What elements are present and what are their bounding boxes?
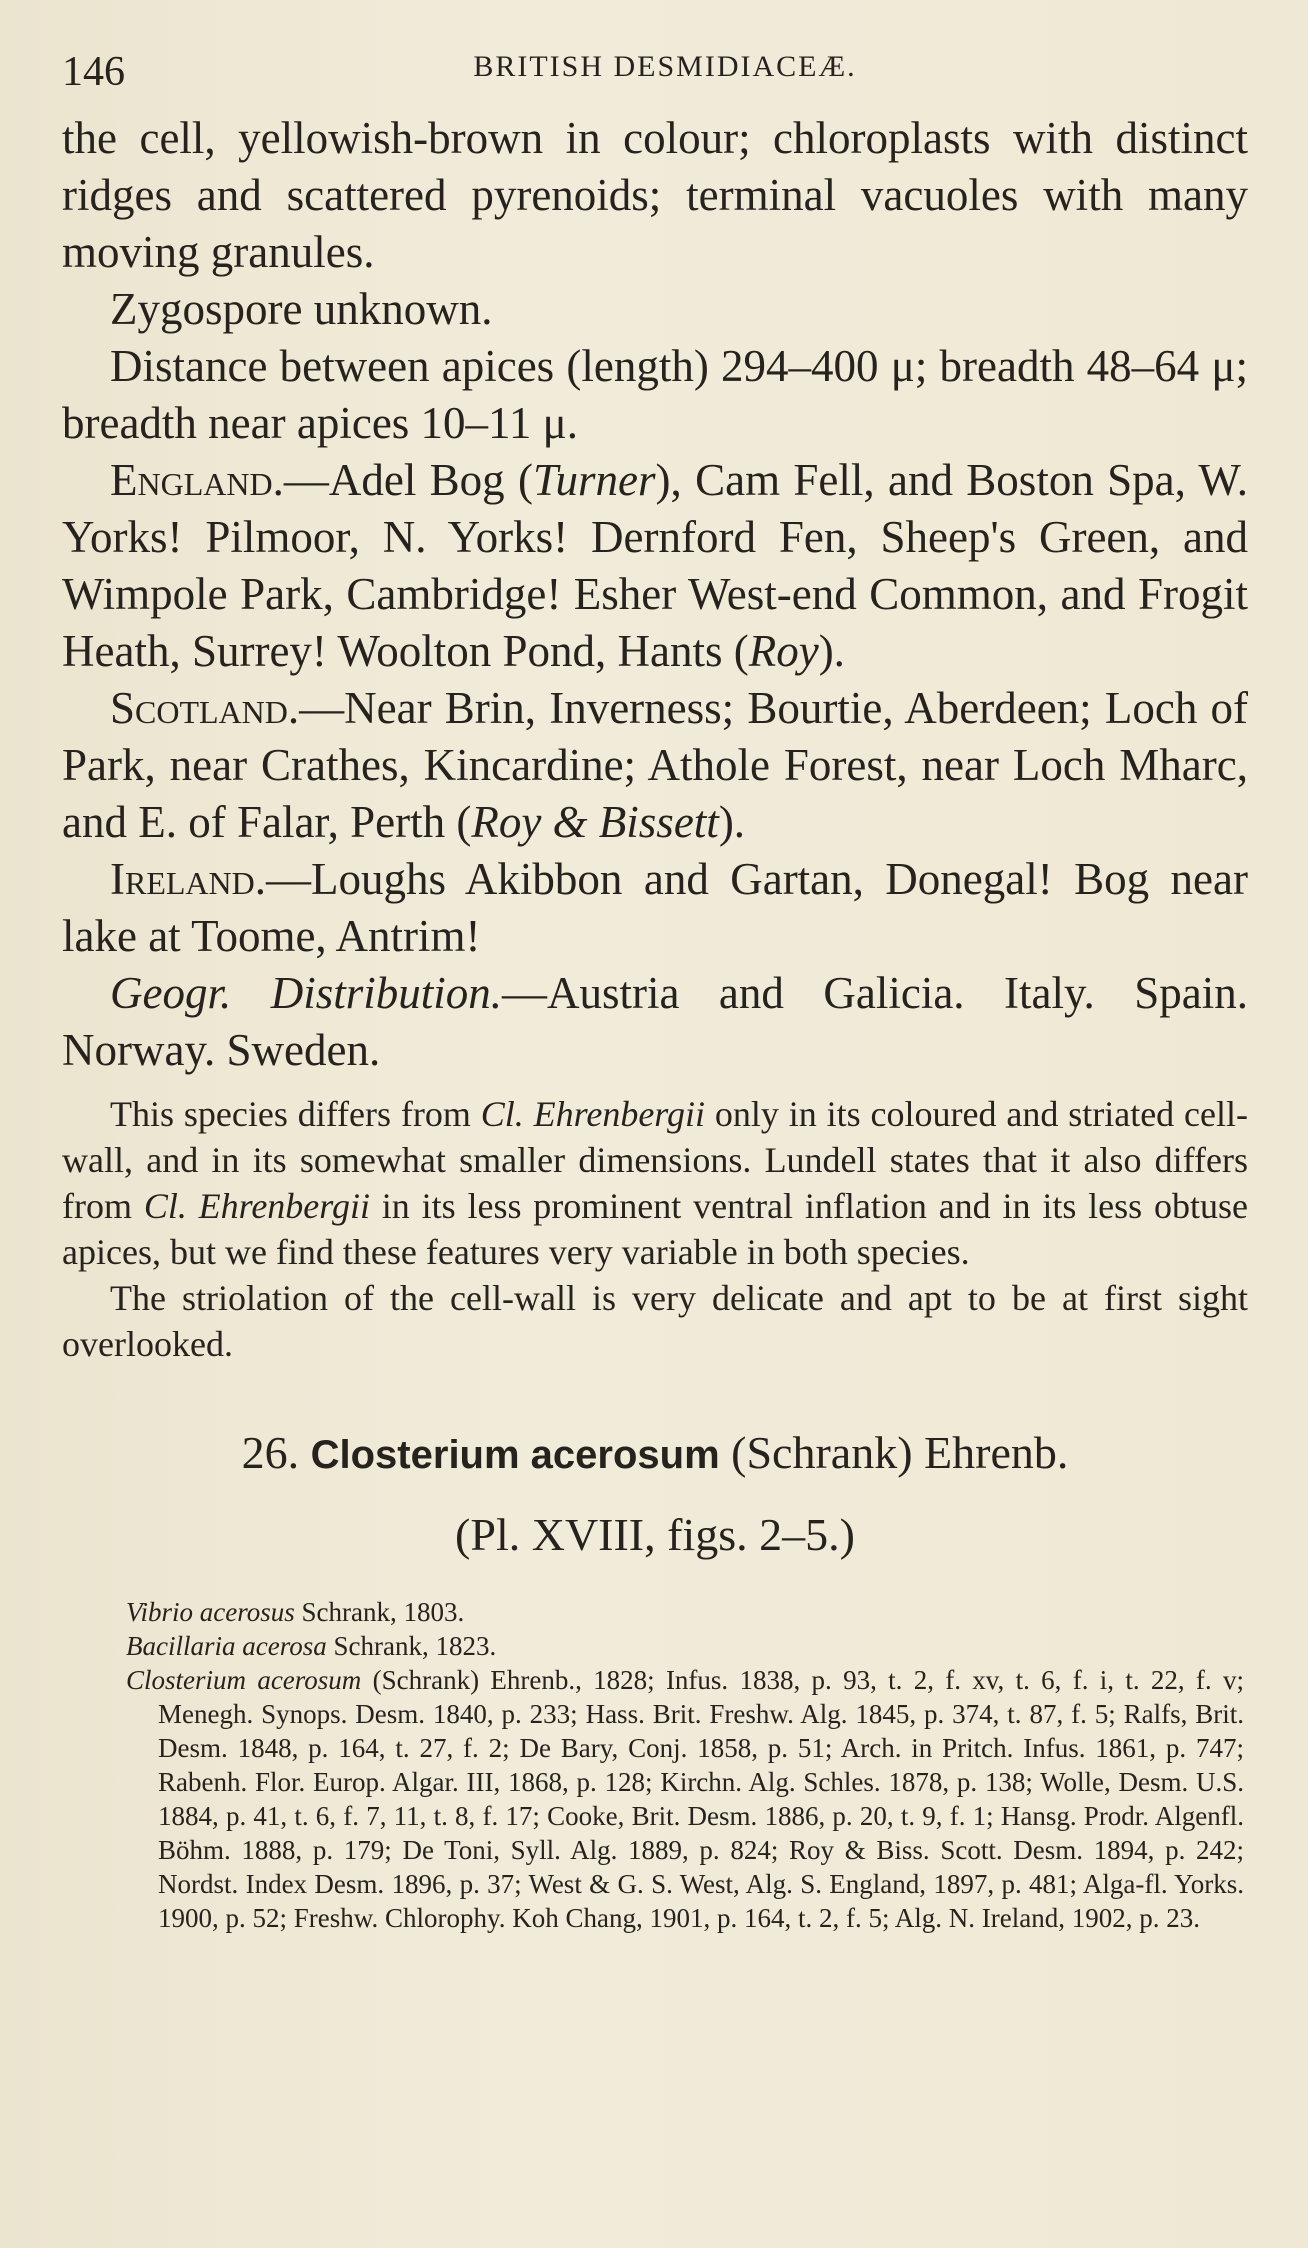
- scotland-authority: Roy & Bissett: [471, 797, 719, 847]
- ireland-text: —Loughs Akibbon and Gartan, Donegal! Bog near lake at Toome, Antrim!: [62, 854, 1248, 961]
- species-number: 26.: [241, 1427, 300, 1478]
- dimensions-paragraph: Distance between apices (length) 294–400 μ; breadth 48–64 μ; breadth near apices 10–11 μ.: [62, 341, 1248, 448]
- scotland-text-a: —Near Brin, Inverness; Bourtie, Aberdeen; Loch of Park, near Crathes, Kincardine; Athole Forest, near Loch Mharc, and E. of Falar, Perth (: [62, 683, 1248, 847]
- synonym-ref: Schrank, 1803.: [294, 1597, 465, 1627]
- synonym-name: Vibrio acerosus: [126, 1597, 295, 1627]
- note-paragraph-2: The striolation of the cell-wall is very delicate and apt to be at first sight overlooked.: [62, 1278, 1248, 1364]
- running-title: BRITISH DESMIDIACEÆ.: [473, 50, 857, 83]
- note-paragraph-1: [62, 1091, 1248, 1275]
- synonym-name: Bacillaria acerosa: [126, 1631, 327, 1661]
- running-head: [62, 40, 1248, 110]
- synonym-name: Closterium acerosum: [126, 1665, 362, 1695]
- england-label: England.: [110, 455, 284, 505]
- england-authority-turner: Turner: [532, 455, 656, 505]
- species-heading: [62, 1423, 1248, 1485]
- note-text-c: in its less prominent ventral inflation and in its less obtuse apices, but we find these features very variable in both species.: [62, 1186, 1249, 1272]
- synonymy-list: [62, 1595, 1248, 1935]
- species-ref-2: Cl. Ehrenbergii: [143, 1186, 370, 1226]
- description-paragraph: the cell, yellowish-brown in colour; chloroplasts with distinct ridges and scattered pyrenoids; terminal vacuoles with many moving granules.: [62, 113, 1248, 277]
- england-authority-roy: Roy: [748, 626, 819, 676]
- england-localities: [62, 452, 1248, 680]
- ireland-label: Ireland.: [110, 854, 267, 904]
- note-text-a: This species differs from: [110, 1094, 481, 1134]
- scotland-localities: [62, 680, 1248, 851]
- species-ref-1: Cl. Ehrenbergii: [480, 1094, 705, 1134]
- geographic-distribution: [62, 965, 1248, 1079]
- synonym-ref: Schrank, 1823.: [326, 1631, 497, 1661]
- species-name: Closterium acerosum: [310, 1433, 720, 1477]
- england-text-b: ), Cam Fell, and Boston Spa, W. Yorks! Pilmoor, N. Yorks! Dernford Fen, Sheep's Green, and Wimpole Park, Cambridge! Esher West-end Common, and Frogit Heath, Surrey! Woolton Pond, Hants (: [62, 455, 1249, 676]
- plate-reference: (Pl. XVIII, figs. 2–5.): [455, 1509, 855, 1560]
- ireland-localities: [62, 851, 1248, 965]
- species-authority: (Schrank) Ehrenb.: [731, 1427, 1069, 1478]
- geogr-text: —Austria and Galicia. Italy. Spain. Norway. Sweden.: [62, 968, 1249, 1075]
- scotland-text-b: ).: [718, 797, 746, 847]
- note-text-b: only in its coloured and striated cell-wall, and in its somewhat smaller dimensions. Lundell states that it also differs from: [62, 1094, 1249, 1226]
- synonym-entry: [126, 1595, 1244, 1629]
- synonym-entry: [126, 1663, 1244, 1935]
- synonym-ref: (Schrank) Ehrenb., 1828; Infus. 1838, p. 93, t. 2, f. xv, t. 6, f. i, t. 22, f. v; Menegh. Synops. Desm. 1840, p. 233; Hass. Brit. Freshw. Alg. 1845, p. 374, t. 87, f. 5; Ralfs, Brit. Desm. 1848, p. 164, t. 27, f. 2; De Bary, Conj. 1858, p. 51; Arch. in Pritch. Infus. 1861, p. 747; Rabenh. Flor. Europ. Algar. III, 1868, p. 128; Kirchn. Alg. Schles. 1878, p. 138; Wolle, Desm. U.S. 1884, p. 41, t. 6, f. 7, 11, t. 8, f. 17; Cooke, Brit. Desm. 1886, p. 20, t. 9, f. 1; Hansg. Prodr. Algenfl. Böhm. 1888, p. 179; De Toni, Syll. Alg. 1889, p. 824; Roy & Biss. Scott. Desm. 1894, p. 242; Nordst. Index Desm. 1896, p. 37; West & G. S. West, Alg. S. England, 1897, p. 481; Alga-fl. Yorks. 1900, p. 52; Freshw. Chlorophy. Koh Chang, 1901, p. 164, t. 2, f. 5; Alg. N. Ireland, 1902, p. 23.: [158, 1665, 1244, 1933]
- synonym-entry: [126, 1629, 1244, 1663]
- species-description: [62, 110, 1248, 1079]
- geogr-label: Geogr. Distribution.: [110, 968, 502, 1018]
- zygospore-paragraph: Zygospore unknown.: [110, 284, 493, 334]
- scotland-label: Scotland.: [110, 683, 300, 733]
- species-notes: [62, 1091, 1248, 1367]
- page-number: 146: [62, 49, 125, 95]
- england-text-c: ).: [818, 626, 845, 676]
- england-text-a: —Adel Bog (: [283, 455, 533, 505]
